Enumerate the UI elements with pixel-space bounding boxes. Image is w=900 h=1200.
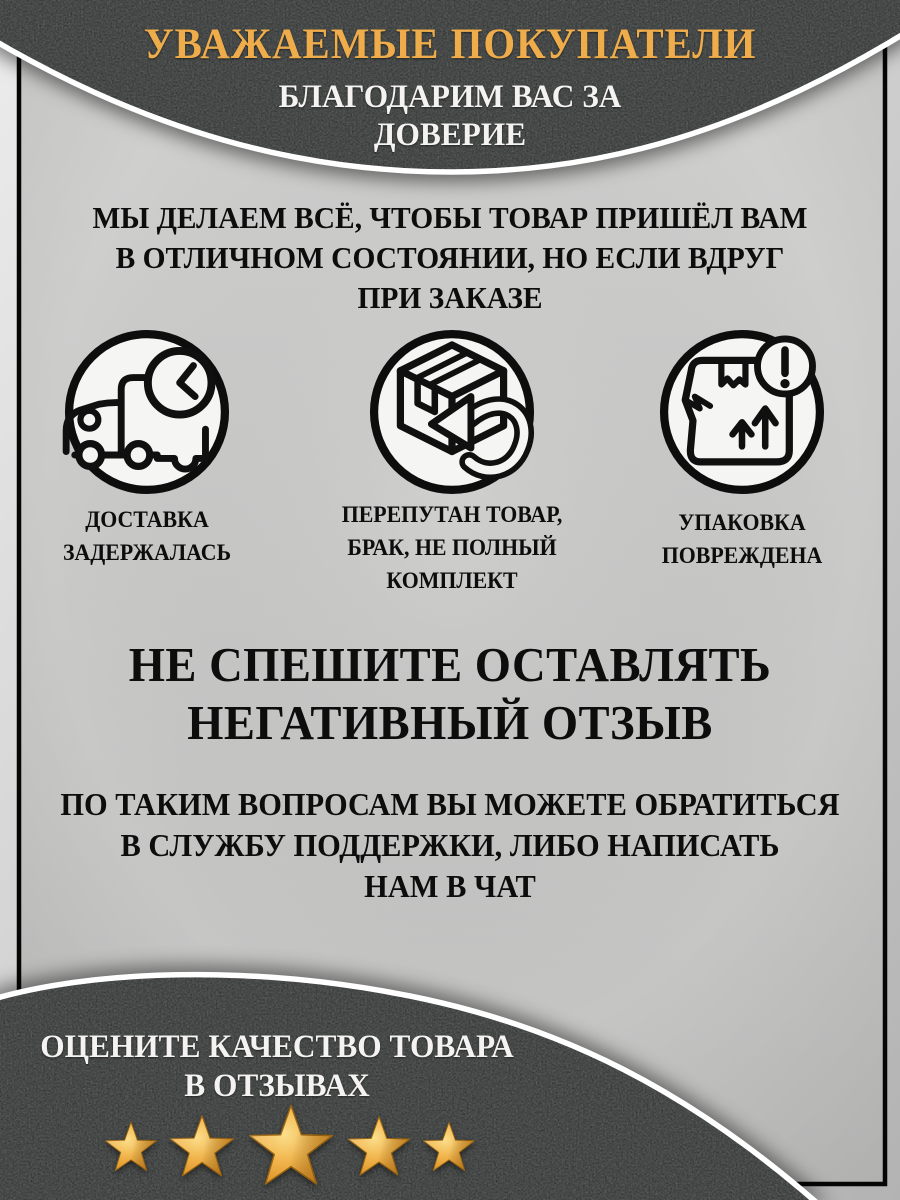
issue-label-line: ДОСТАВКА [85, 507, 209, 532]
rating-star-icon [244, 1102, 338, 1196]
intro-text [23, 198, 878, 318]
support-text [23, 784, 878, 907]
intro-line: МЫ ДЕЛАЕМ ВСЁ, ЧТОБЫ ТОВАР ПРИШЁЛ ВАМ [92, 200, 808, 235]
footer-line: В ОТЗЫВАХ [184, 1068, 370, 1104]
support-line: ПО ТАКИМ ВОПРОСАМ ВЫ МОЖЕТЕ ОБРАТИТЬСЯ [60, 786, 840, 822]
issue-label-delivery [24, 503, 271, 569]
issue-label-line: КОМПЛЕКТ [386, 568, 518, 593]
support-line: НАМ В ЧАТ [364, 868, 536, 904]
header-subtitle-line: ДОВЕРИЕ [373, 117, 527, 153]
intro-line: В ОТЛИЧНОМ СОСТОЯНИИ, НО ЕСЛИ ВДРУГ [115, 240, 785, 275]
issue-label-line: БРАК, НЕ ПОЛНЫЙ [347, 535, 557, 560]
truck-clock-icon [61, 326, 233, 498]
support-line: В СЛУЖБУ ПОДДЕРЖКИ, ЛИБО НАПИСАТЬ [120, 827, 780, 863]
issue-label-damaged [619, 506, 866, 572]
rating-star-icon [420, 1120, 478, 1178]
main-message [23, 636, 878, 752]
header-subtitle [23, 78, 878, 154]
issue-label-line: ПОВРЕЖДЕНА [661, 543, 823, 568]
rating-star-icon [344, 1114, 414, 1184]
rating-star-icon [102, 1120, 160, 1178]
issue-label-line: ЗАДЕРЖАЛАСЬ [62, 540, 232, 565]
clock-glyph [148, 351, 212, 415]
header-subtitle-line: БЛАГОДАРИМ ВАС ЗА [278, 79, 622, 115]
footer-text [35, 1028, 520, 1106]
issue-label-line: УПАКОВКА [678, 510, 806, 535]
main-message-line: НЕГАТИВНЫЙ ОТЗЫВ [187, 695, 713, 750]
header-title: УВАЖАЕМЫЕ ПОКУПАТЕЛИ [143, 21, 757, 68]
footer-line: ОЦЕНИТЕ КАЧЕСТВО ТОВАРА [40, 1029, 514, 1065]
box-return-icon [366, 326, 538, 498]
intro-line: ПРИ ЗАКАЗЕ [357, 280, 543, 315]
main-message-line: НЕ СПЕШИТЕ ОСТАВЛЯТЬ [128, 637, 772, 692]
issue-label-line: ПЕРЕПУТАН ТОВАР, [341, 502, 563, 527]
exclamation-glyph [757, 339, 812, 394]
issue-label-wrong-item [329, 498, 576, 597]
stars-row [100, 1096, 480, 1200]
damaged-package-icon [656, 326, 828, 498]
rating-star-icon [166, 1113, 238, 1185]
